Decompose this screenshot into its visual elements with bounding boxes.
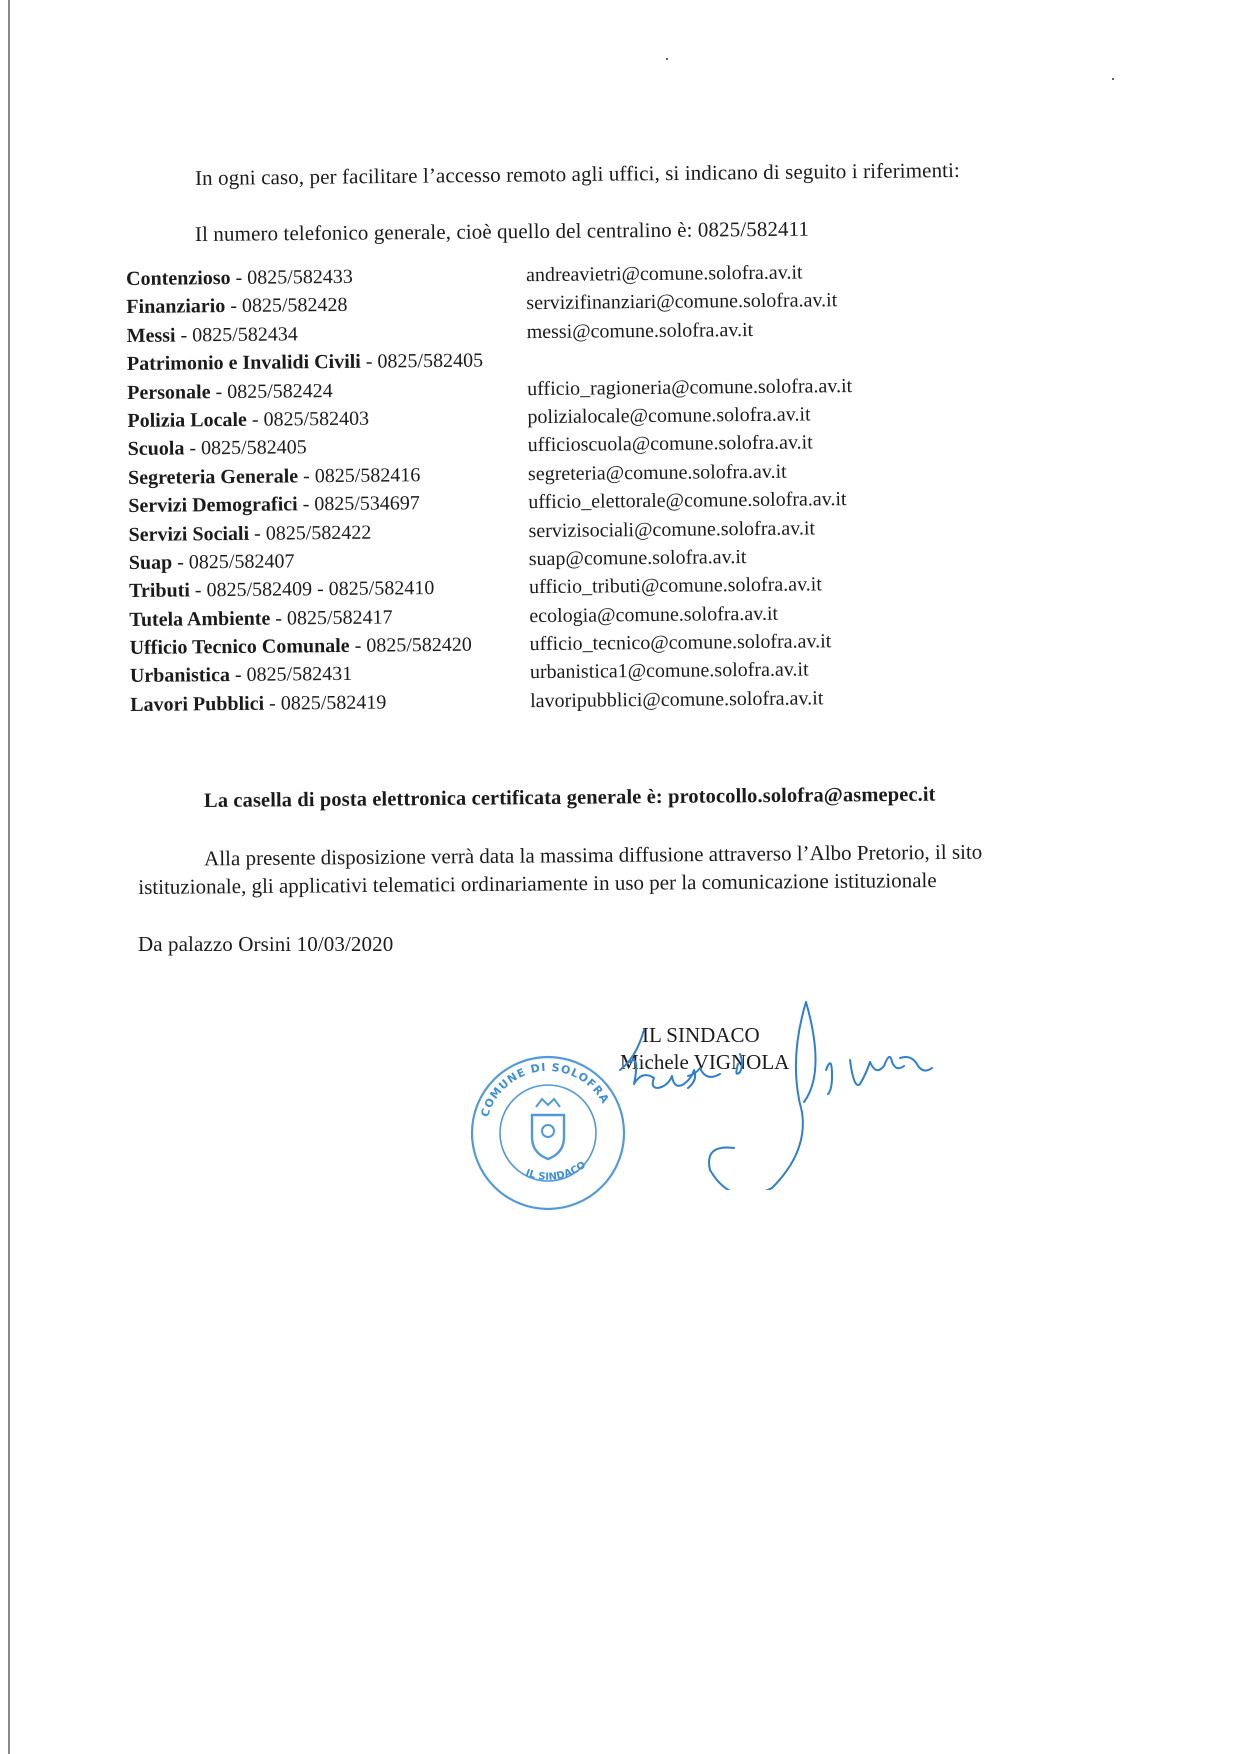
contact-department: Servizi Demografici (128, 493, 298, 518)
contact-office (129, 606, 392, 632)
contact-email: polizialocale@comune.solofra.av.it (527, 403, 811, 429)
contact-phone: 0825/582405 (200, 436, 307, 460)
contact-office (128, 464, 421, 490)
contact-email: urbanistica1@comune.solofra.av.it (529, 658, 809, 684)
contact-department: Urbanistica (129, 664, 231, 688)
contact-separator: - (248, 522, 266, 545)
contact-phone: 0825/582431 (246, 663, 353, 687)
contact-phone: 0825/582405 (377, 349, 484, 373)
scan-speck (1112, 78, 1114, 80)
contact-separator: - (246, 408, 264, 431)
signatory-title: IL SINDACO (642, 1023, 760, 1047)
contact-phone: 0825/582422 (265, 521, 372, 545)
contact-phone: 0825/582417 (286, 606, 393, 630)
contact-email: ufficio_tributi@comune.solofra.av.it (528, 573, 822, 599)
contacts-list (126, 259, 1030, 722)
contact-office (128, 492, 420, 518)
contact-office (129, 550, 295, 575)
contact-department: Tributi (128, 579, 190, 603)
contact-separator: - (349, 634, 367, 657)
contact-separator: - (210, 380, 228, 403)
contact-department: Polizia Locale (127, 408, 247, 432)
contact-phone: 0825/582409 - 0825/582410 (206, 577, 435, 602)
contact-email: servizisociali@comune.solofra.av.it (528, 516, 816, 542)
contact-phone: 0825/582419 (280, 691, 387, 715)
contact-department: Finanziario (126, 295, 226, 319)
contact-phone: 0825/582420 (366, 633, 472, 657)
contact-department: Servizi Sociali (128, 522, 250, 546)
contact-email: servizifinanziari@comune.solofra.av.it (526, 289, 838, 315)
contact-office (130, 663, 352, 688)
pec-line: La casella di posta elettronica certificata generale è: protocollo.solofra@asmepec.it (203, 783, 936, 812)
contact-department: Scuola (127, 437, 185, 461)
contact-email: lavoripubblici@comune.solofra.av.it (530, 687, 824, 712)
contact-department: Messi (126, 324, 176, 347)
date-line: Da palazzo Orsini 10/03/2020 (138, 932, 394, 956)
general-phone-line: Il numero telefonico generale, cioè quello del centralino è: 0825/582411 (194, 216, 810, 246)
contact-email: andreavietri@comune.solofra.av.it (525, 261, 803, 287)
scan-edge-line (8, 0, 10, 1754)
contact-office (128, 437, 307, 462)
contact-separator: - (270, 607, 288, 630)
contact-separator: - (225, 295, 243, 318)
contact-office (127, 350, 483, 376)
contact-office (130, 634, 472, 660)
contact-office (126, 294, 347, 319)
contact-phone: 0825/534697 (314, 492, 420, 516)
contact-department: Lavori Pubblici (130, 692, 265, 716)
contact-department: Tutela Ambiente (129, 607, 271, 631)
signatory-name: Michele VIGNOLA (620, 1050, 790, 1074)
contact-separator: - (263, 692, 281, 715)
contact-office (127, 380, 333, 405)
contact-separator: - (175, 324, 193, 347)
contact-office (128, 521, 371, 546)
contact-email: ufficio_tecnico@comune.solofra.av.it (529, 630, 832, 656)
contact-email: ufficio_elettorale@comune.solofra.av.it (528, 488, 847, 514)
contact-email: ecologia@comune.solofra.av.it (529, 602, 779, 627)
contact-department: Suap (128, 551, 173, 574)
contact-office (127, 323, 298, 348)
contact-department: Contenzioso (126, 266, 231, 290)
contact-phone: 0825/582416 (314, 463, 421, 487)
contact-separator: - (189, 579, 207, 602)
svg-text:IL SINDACO (524, 1160, 588, 1183)
contact-phone: 0825/582428 (241, 294, 348, 318)
contact-separator: - (297, 493, 315, 516)
contact-separator: - (172, 551, 189, 574)
contact-department: Personale (127, 380, 211, 404)
contact-email: suap@comune.solofra.av.it (528, 545, 747, 571)
contact-separator: - (230, 266, 248, 289)
contact-separator: - (298, 464, 315, 488)
scan-speck (666, 58, 668, 60)
contact-department: Segreteria Generale (127, 465, 299, 489)
contact-phone: 0825/582403 (263, 407, 370, 431)
dissemination-paragraph (138, 837, 1078, 901)
contact-separator: - (229, 664, 247, 687)
svg-text:COMUNE DI SOLOFRA (478, 1061, 612, 1119)
contact-separator: - (360, 350, 378, 373)
contact-phone: 0825/582433 (247, 265, 353, 289)
contact-office (129, 577, 434, 603)
contact-email: messi@comune.solofra.av.it (526, 318, 754, 343)
contact-email: ufficio_ragioneria@comune.solofra.av.it (527, 374, 853, 400)
handwritten-signature (600, 990, 960, 1190)
contact-department: Ufficio Tecnico Comunale (129, 634, 350, 660)
contact-office (130, 691, 386, 716)
stamp-top-text: COMUNE DI SOLOFRA (478, 1060, 612, 1119)
dissemination-line-2: istituzionale, gli applicativi telematici ordinariamente in uso per la comunicazione istituzionale (138, 868, 937, 899)
contact-phone: 0825/582424 (227, 379, 333, 403)
contact-phone: 0825/582407 (188, 550, 295, 574)
contact-email: ufficioscuola@comune.solofra.av.it (527, 431, 813, 457)
contact-department: Patrimonio e Invalidi Civili (126, 350, 361, 376)
contact-separator: - (184, 437, 202, 460)
intro-paragraph: In ogni caso, per facilitare l’accesso remoto agli uffici, si indicano di seguito i riferimenti: (194, 157, 961, 190)
stamp-bottom-text: IL SINDACO (523, 1159, 589, 1183)
contact-office (127, 408, 369, 433)
contact-office (126, 266, 353, 291)
contact-phone: 0825/582434 (192, 323, 298, 347)
contact-email: segreteria@comune.solofra.av.it (527, 460, 787, 485)
dissemination-line-1: Alla presente disposizione verrà data la massima diffusione attraverso l’Albo Pretorio, il sito (204, 839, 983, 871)
